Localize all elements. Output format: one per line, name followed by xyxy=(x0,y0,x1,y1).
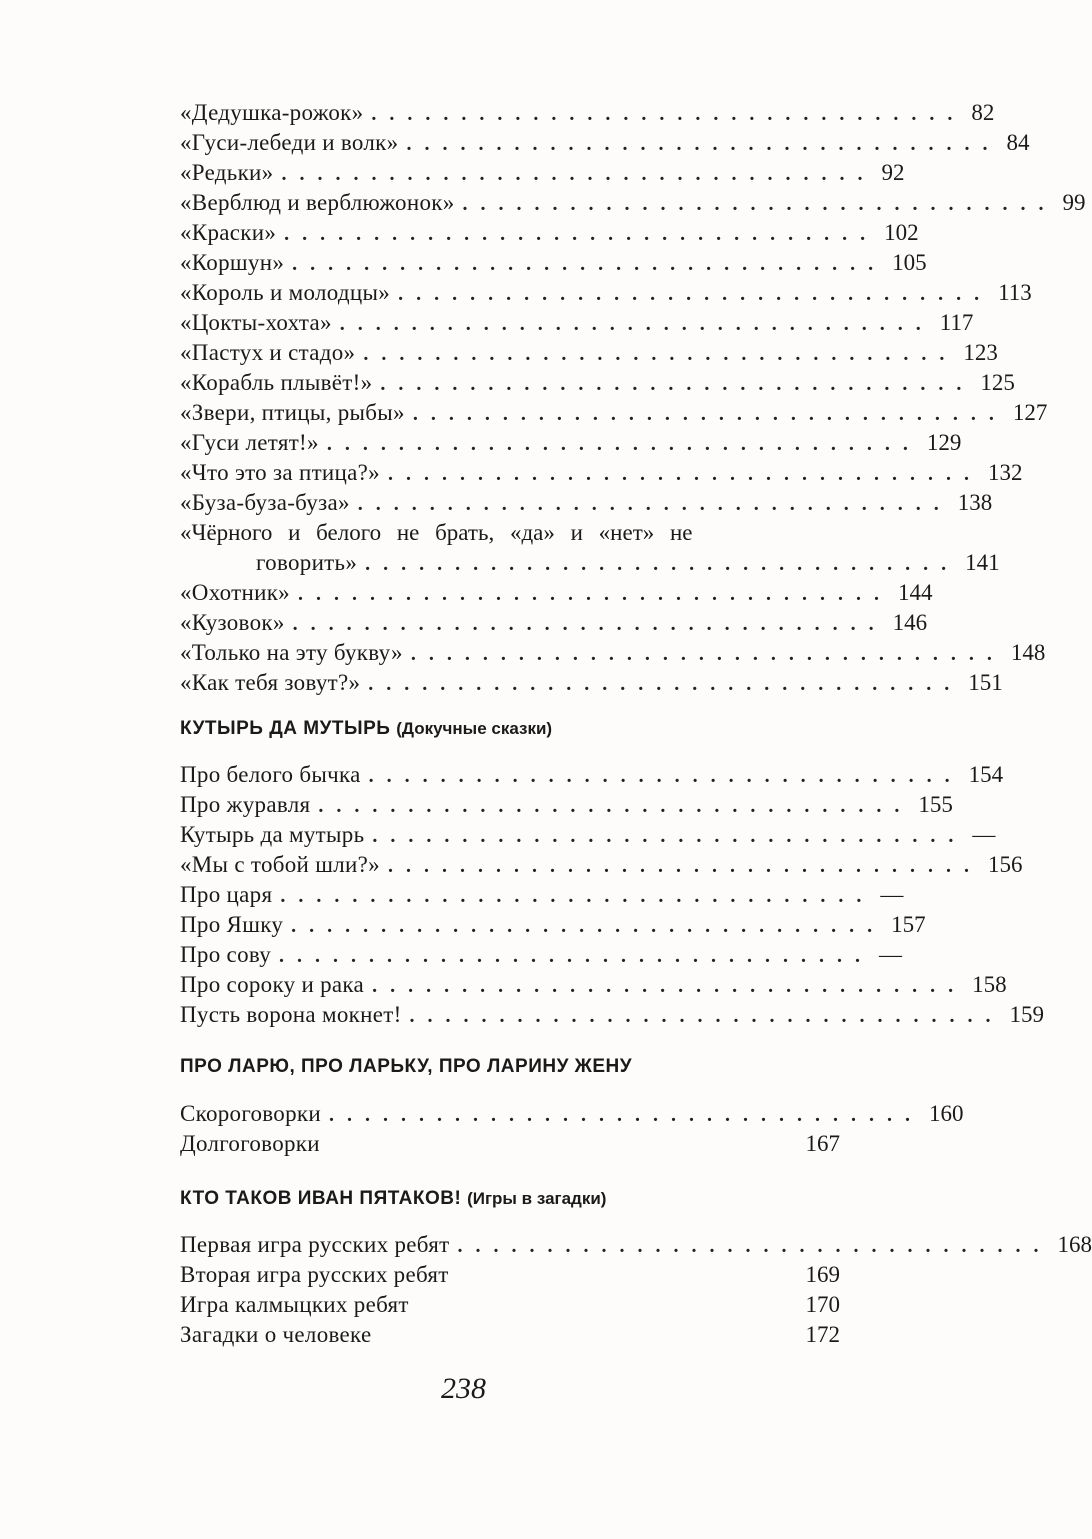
toc-entry[interactable]: «Редьки» ................................. 92 xyxy=(180,160,905,185)
page-number: 238 xyxy=(441,1372,486,1405)
toc-block-tongue-twisters xyxy=(180,1099,964,1159)
toc-entry[interactable]: «Цокты-хохта» ................................. 117 xyxy=(180,310,974,335)
toc-entry[interactable]: «Что это за птица?» ................................. 132 xyxy=(180,460,1023,485)
toc-entry[interactable]: «Корабль плывёт!» ................................. 125 xyxy=(180,370,1015,395)
toc-entry[interactable]: «Краски» ................................. 102 xyxy=(180,220,919,245)
section-heading: ПРО ЛАРЮ, ПРО ЛАРЬКУ, ПРО ЛАРИНУ ЖЕНУ xyxy=(180,1056,633,1077)
toc-entry[interactable]: «Охотник» ................................. 144 xyxy=(180,580,933,605)
toc-entry[interactable]: Пусть ворона мокнет! ................................. 159 xyxy=(180,1002,1045,1027)
toc-block-riddles xyxy=(180,1230,1092,1350)
toc-entry[interactable]: «Верблюд и верблюжонок» ................................. 99 xyxy=(180,190,1086,215)
toc-entry[interactable]: «Король и молодцы» ................................. 113 xyxy=(180,280,1032,305)
toc-entry[interactable]: Про царя ................................. — xyxy=(180,882,904,907)
toc-entry[interactable]: «Пастух и стадо» ................................. 123 xyxy=(180,340,998,365)
toc-entry[interactable]: Вторая игра русских ребят 169 xyxy=(180,1262,840,1287)
toc-entry[interactable]: Кутырь да мутырь ................................. — xyxy=(180,822,996,847)
toc-entry[interactable]: Игра калмыцких ребят 170 xyxy=(180,1292,840,1317)
toc-entry[interactable]: «Буза-буза-буза» ................................. 138 xyxy=(180,490,993,515)
toc-entry[interactable]: Про журавля ................................. 155 xyxy=(180,792,953,817)
toc-entry[interactable]: Про сороку и рака ................................. 158 xyxy=(180,972,1007,997)
toc-entry[interactable]: «Дедушка-рожок» ................................. 82 xyxy=(180,100,995,125)
toc-entry[interactable]: «Гуси летят!» ................................. 129 xyxy=(180,430,962,455)
toc-entry-multiline[interactable]: «Чёрного и белого не брать, «да» и «нет» не говорить» ................................. 141 xyxy=(180,518,840,578)
toc-entry[interactable]: Скороговорки ................................. 160 xyxy=(180,1101,964,1126)
toc-block-games xyxy=(180,98,1086,698)
section-heading: КТО ТАКОВ ИВАН ПЯТАКОВ! (Игры в загадки) xyxy=(180,1188,607,1209)
toc-entry[interactable]: «Гуси-лебеди и волк» ................................. 84 xyxy=(180,130,1030,155)
toc-entry-line2: говорить» xyxy=(256,550,358,575)
toc-entry[interactable]: «Звери, птицы, рыбы» ................................. 127 xyxy=(180,400,1048,425)
toc-entry-line1: «Чёрного и белого не брать, «да» и «нет» не xyxy=(180,520,693,545)
section-heading: КУТЫРЬ ДА МУТЫРЬ (Докучные сказки) xyxy=(180,718,553,739)
toc-entry[interactable]: Долгоговорки 167 xyxy=(180,1131,840,1156)
toc-block-tales xyxy=(180,760,1045,1030)
toc-entry[interactable]: «Только на эту букву» ................................. 148 xyxy=(180,640,1046,665)
toc-entry[interactable]: Первая игра русских ребят ................................. 168 xyxy=(180,1232,1092,1257)
toc-entry[interactable]: Про Яшку ................................. 157 xyxy=(180,912,926,937)
toc-entry[interactable]: Про сову ................................. — xyxy=(180,942,903,967)
toc-entry[interactable]: «Кузовок» ................................. 146 xyxy=(180,610,928,635)
toc-entry[interactable]: «Как тебя зовут?» ................................. 151 xyxy=(180,670,1003,695)
toc-entry[interactable]: «Коршун» ................................. 105 xyxy=(180,250,927,275)
toc-entry[interactable]: Загадки о человеке 172 xyxy=(180,1322,840,1347)
toc-entry[interactable]: Про белого бычка ................................. 154 xyxy=(180,762,1004,787)
toc-entry[interactable]: «Мы с тобой шли?» ................................. 156 xyxy=(180,852,1023,877)
